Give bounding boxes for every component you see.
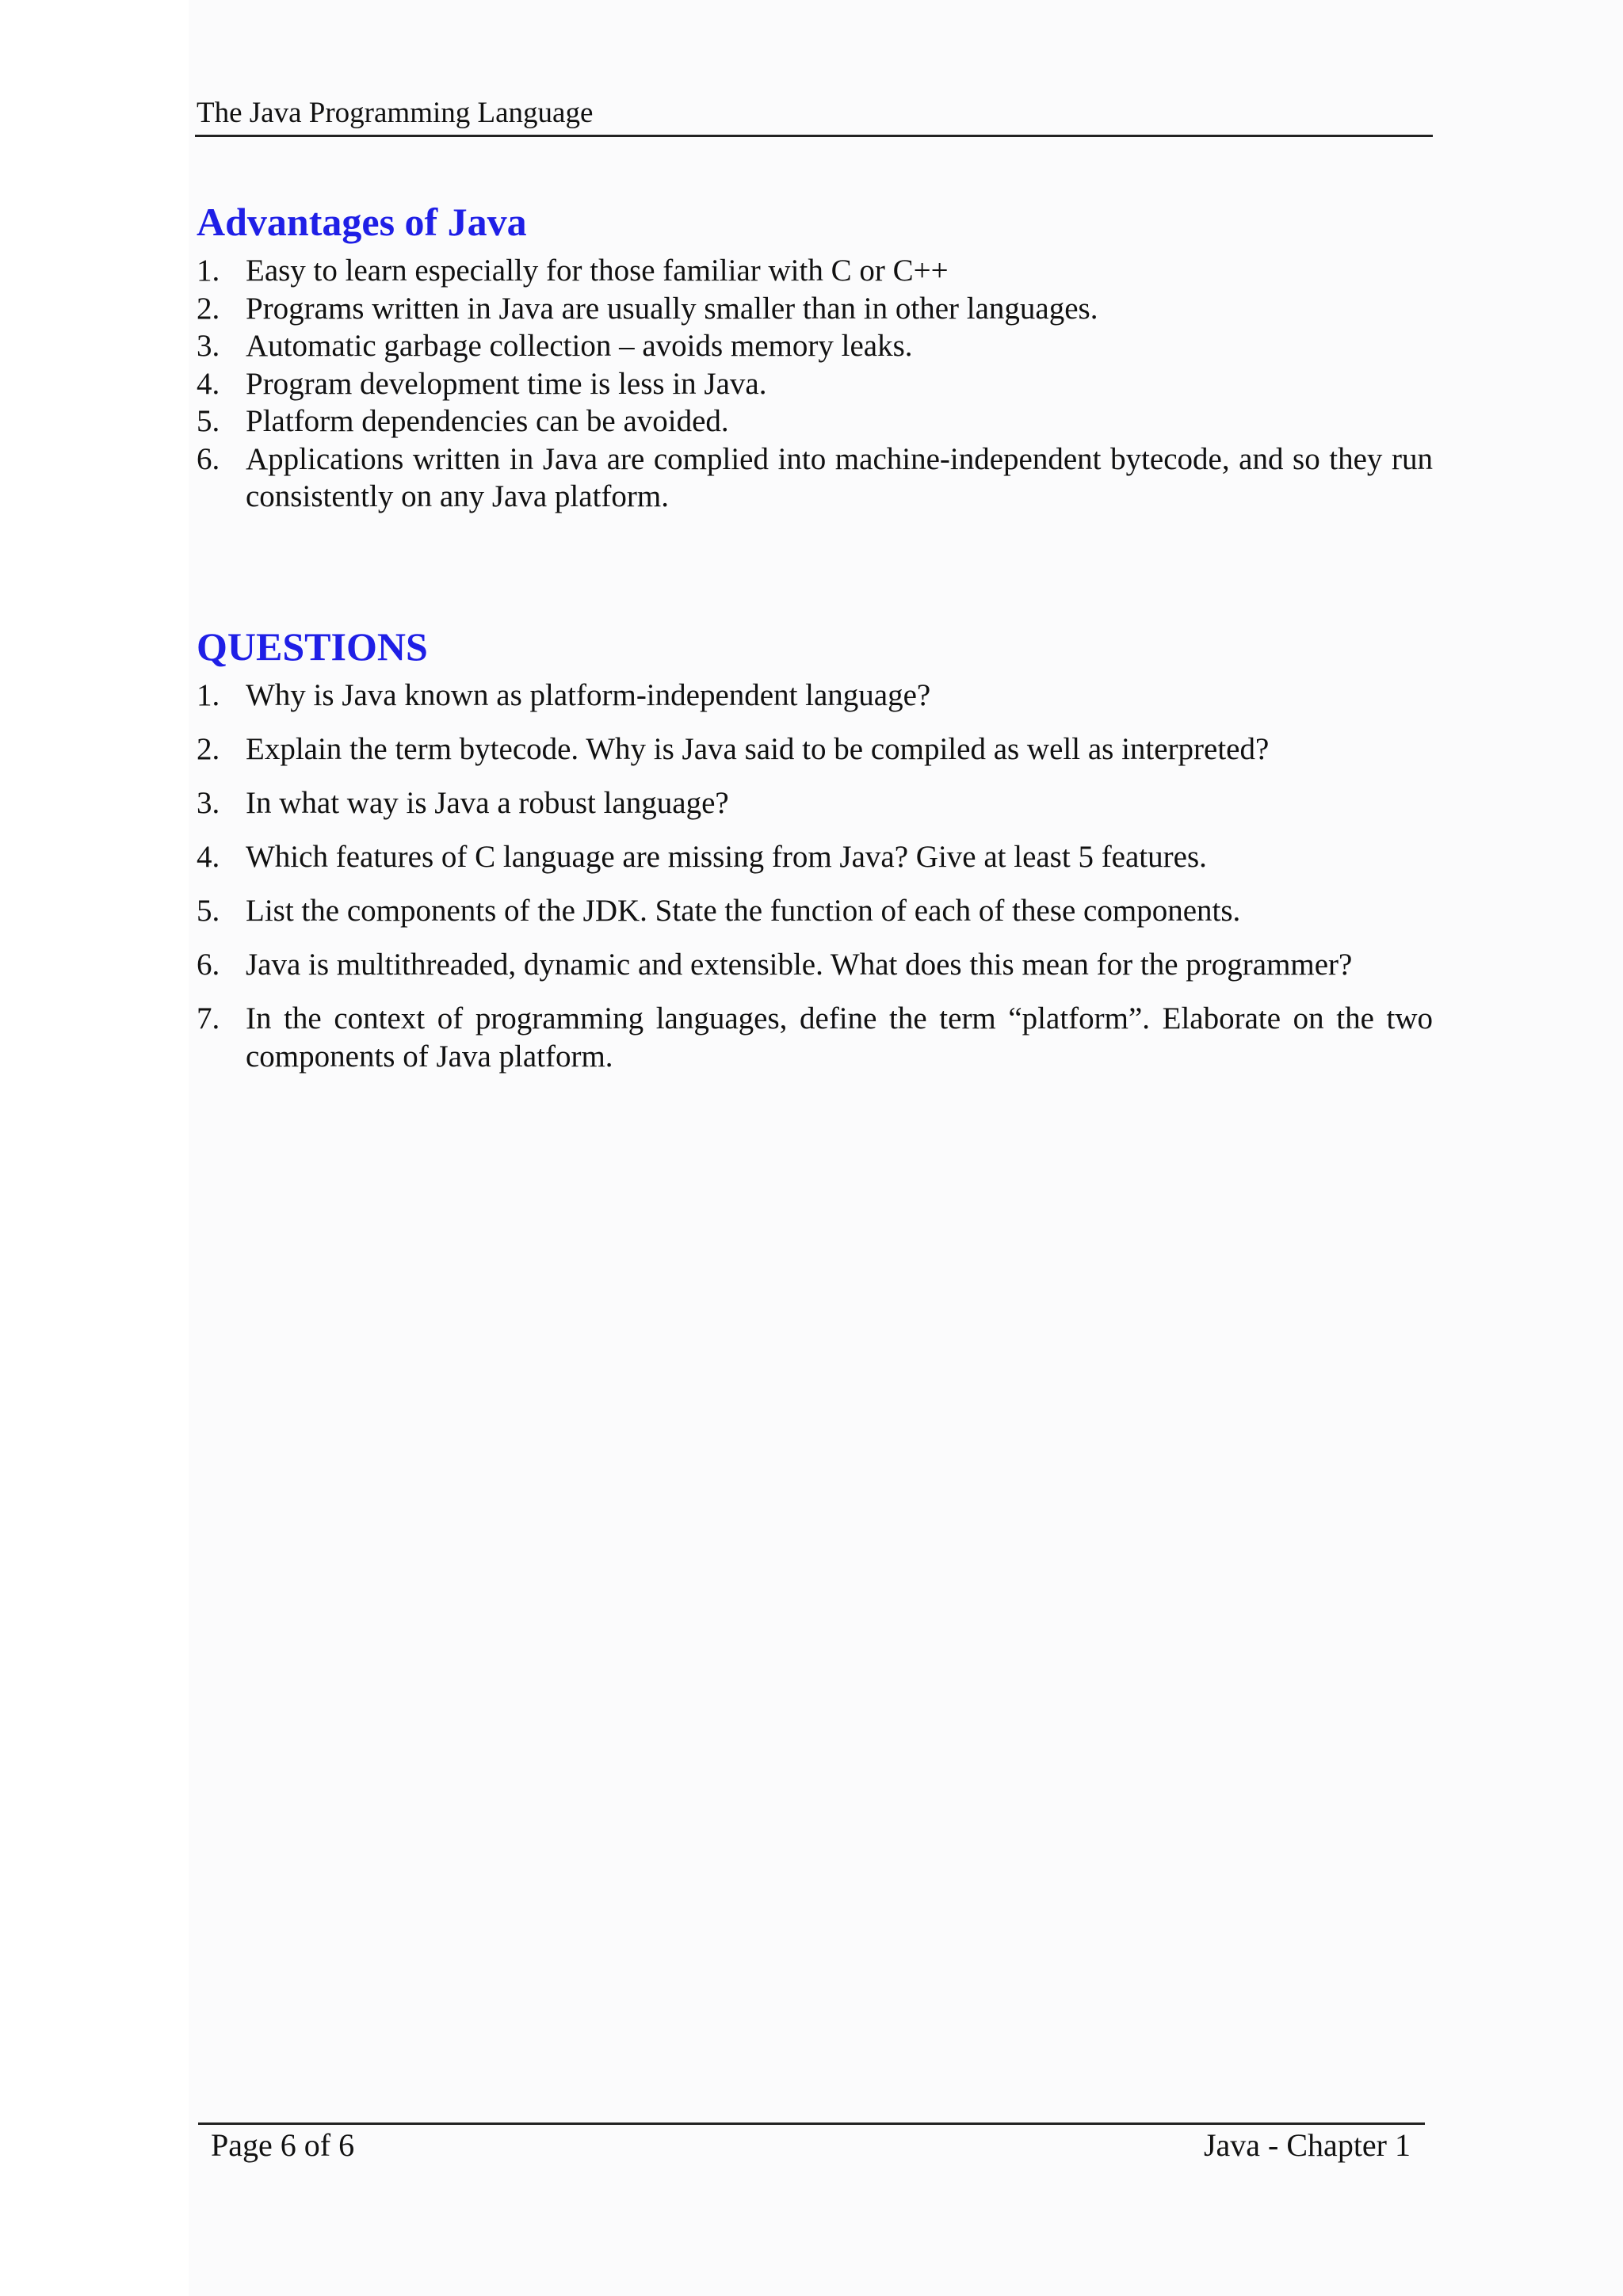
item-number: 2. xyxy=(197,291,220,326)
item-text: Java is multithreaded, dynamic and extensible. What does this mean for the programmer? xyxy=(246,948,1353,982)
list-item xyxy=(197,946,1433,984)
item-text: Why is Java known as platform-independent language? xyxy=(246,678,931,712)
item-number: 2. xyxy=(197,732,220,766)
item-number: 4. xyxy=(197,366,220,401)
list-item xyxy=(197,677,1433,715)
list-item xyxy=(197,441,1433,516)
questions-heading: QUESTIONS xyxy=(197,624,428,669)
item-number: 6. xyxy=(197,948,220,982)
item-text: Platform dependencies can be avoided. xyxy=(246,404,729,438)
item-text: List the components of the JDK. State the function of each of these components. xyxy=(246,894,1241,928)
list-item xyxy=(197,327,1433,365)
chapter-label: Java - Chapter 1 xyxy=(1203,2127,1411,2163)
page-number: Page 6 of 6 xyxy=(211,2127,355,2163)
item-number: 1. xyxy=(197,678,220,712)
item-text: Automatic garbage collection – avoids memory leaks. xyxy=(246,329,913,363)
questions-section xyxy=(197,623,1433,1092)
list-item xyxy=(197,838,1433,876)
item-text: Program development time is less in Java. xyxy=(246,366,767,401)
item-number: 6. xyxy=(197,441,220,476)
list-item xyxy=(197,1000,1433,1076)
advantages-list xyxy=(197,252,1433,516)
list-item xyxy=(197,365,1433,403)
list-item xyxy=(197,252,1433,290)
running-header: The Java Programming Language xyxy=(197,97,594,129)
item-number: 3. xyxy=(197,329,220,363)
item-text: Easy to learn especially for those familiar with C or C++ xyxy=(246,254,949,288)
item-number: 5. xyxy=(197,404,220,438)
item-number: 5. xyxy=(197,894,220,928)
item-text: In the context of programming languages, define the term “platform”. Elaborate on the two components of Java platform. xyxy=(246,1001,1433,1074)
item-text: Programs written in Java are usually smaller than in other languages. xyxy=(246,291,1098,326)
item-text: Explain the term bytecode. Why is Java said to be compiled as well as interpreted? xyxy=(246,732,1270,766)
list-item xyxy=(197,784,1433,822)
advantages-section xyxy=(197,198,1433,516)
list-item xyxy=(197,730,1433,769)
item-text: Applications written in Java are complied into machine-independent bytecode, and so they run consistently on any Java platform. xyxy=(246,441,1433,513)
item-number: 3. xyxy=(197,786,220,820)
list-item xyxy=(197,892,1433,930)
item-number: 1. xyxy=(197,254,220,288)
item-text: In what way is Java a robust language? xyxy=(246,786,729,820)
questions-list xyxy=(197,677,1433,1076)
list-item xyxy=(197,402,1433,441)
item-text: Which features of C language are missing from Java? Give at least 5 features. xyxy=(246,840,1207,874)
item-number: 4. xyxy=(197,840,220,874)
list-item xyxy=(197,290,1433,328)
item-number: 7. xyxy=(197,1001,220,1035)
header-divider xyxy=(195,135,1433,137)
advantages-heading: Advantages of Java xyxy=(197,200,527,244)
